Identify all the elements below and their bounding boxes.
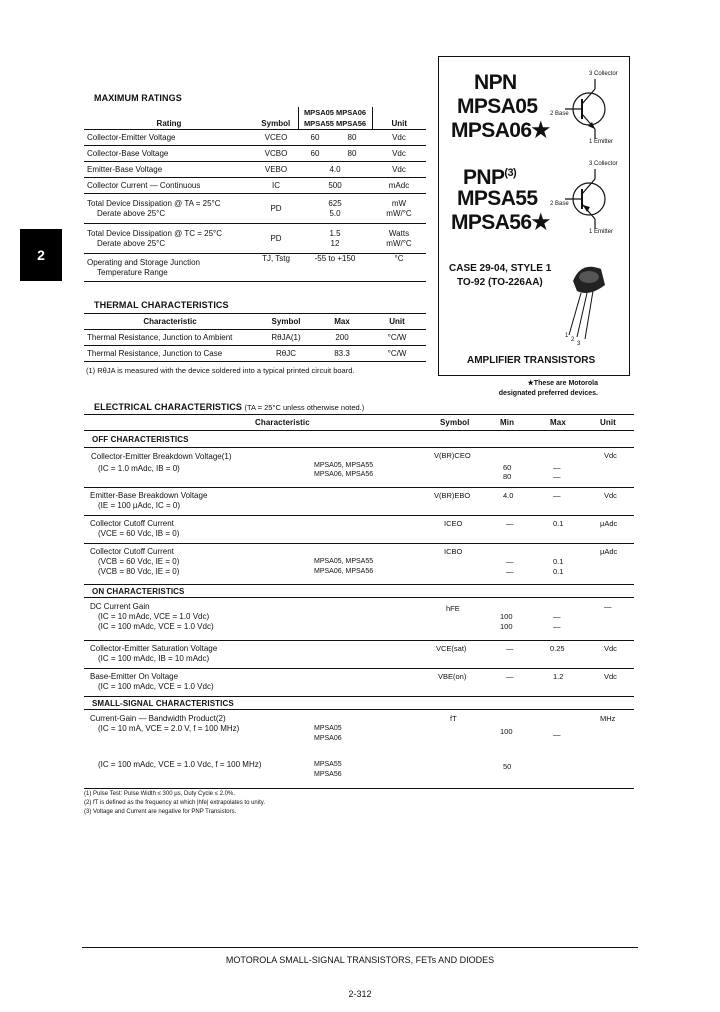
elec-condition: (IC = 100 mAdc, VCE = 1.0 Vdc) xyxy=(98,622,214,631)
elec-device: MPSA05, MPSA55 xyxy=(314,558,374,565)
rating-unit: °C xyxy=(394,254,404,263)
rating-unit: Vdc xyxy=(392,132,406,142)
footnote-1: (1) Pulse Test: Pulse Width ≤ 300 μs, Duty Cycle ≤ 2.0%. xyxy=(84,791,235,797)
elec-unit: Vdc xyxy=(604,672,617,681)
elec-title: ELECTRICAL CHARACTERISTICS xyxy=(94,402,242,412)
rating-label: Emitter-Base Voltage xyxy=(87,164,163,174)
elec-max: 0.1 xyxy=(553,567,564,576)
footnote-3: (3) Voltage and Current are negative for PNP Transistors. xyxy=(84,809,237,815)
pnp-collector-pin: 3 Collector xyxy=(589,161,618,167)
case-package: TO-92 (TO-226AA) xyxy=(457,277,543,288)
col-unit: Unit xyxy=(391,119,408,128)
rating-label: Total Device Dissipation @ TA = 25°C xyxy=(87,198,221,208)
rating-value: 5.0 xyxy=(329,208,341,218)
elec-condition: (IC = 10 mA, VCE = 2.0 V, f = 100 MHz) xyxy=(98,724,240,733)
elec-condition: (IC = 10 mAdc, VCE = 1.0 Vdc) xyxy=(98,612,210,621)
page-footer: MOTOROLA SMALL-SIGNAL TRANSISTORS, FETs AND DIODES xyxy=(225,955,495,965)
elec-label: Collector-Emitter Breakdown Voltage(1) xyxy=(91,452,232,461)
elec-max: 0.1 xyxy=(553,557,564,566)
part-mpsa55: MPSA55 xyxy=(457,187,538,210)
section-tab: 2 xyxy=(20,229,62,281)
rating-label: Collector Current — Continuous xyxy=(87,180,201,190)
part-number-box xyxy=(438,56,630,376)
elec-device: MPSA05, MPSA55 xyxy=(314,462,374,469)
rating-value: 625 xyxy=(328,198,342,208)
rating-symbol: PD xyxy=(270,233,282,243)
rating-value: 4.0 xyxy=(329,164,341,174)
thermal-unit: °C/W xyxy=(387,348,407,358)
elec-min: 60 xyxy=(503,463,512,472)
rating-unit: mW/°C xyxy=(386,208,412,218)
elec-unit: MHz xyxy=(600,714,616,723)
rating-value: 12 xyxy=(330,238,340,248)
elec-condition: (VCB = 80 Vdc, IE = 0) xyxy=(98,567,180,576)
elec-device: MPSA06, MPSA56 xyxy=(314,568,374,575)
col-symbol: Symbol xyxy=(261,119,291,128)
col-devices-pnp: MPSA55 MPSA56 xyxy=(303,119,367,128)
rating-value: 80 xyxy=(347,132,357,142)
rating-value: 60 xyxy=(310,132,320,142)
elec-max: — xyxy=(553,472,561,481)
to92-package-icon xyxy=(559,255,619,355)
rating-symbol: VEBO xyxy=(264,164,288,174)
rating-symbol: IC xyxy=(272,180,280,190)
elec-max: — xyxy=(553,622,561,631)
elec-condition: (IE = 100 μAdc, IC = 0) xyxy=(98,501,180,510)
elec-label: Emitter-Base Breakdown Voltage xyxy=(90,491,208,500)
elec-condition: (IC = 1.0 mAdc, IB = 0) xyxy=(98,464,180,473)
elec-min: — xyxy=(506,557,514,566)
elec-unit: — xyxy=(604,602,612,611)
elec-condition: (IC = 100 mAdc, VCE = 1.0 Vdc, f = 100 MHz) xyxy=(98,760,262,769)
elec-symbol: VBE(on) xyxy=(438,672,467,681)
thermal-max: 200 xyxy=(335,332,349,342)
rating-label-sub: Derate above 25°C xyxy=(97,208,166,218)
elec-max: — xyxy=(553,491,561,500)
rating-unit: mAdc xyxy=(388,180,410,190)
elec-max: — xyxy=(553,730,561,739)
col-unit: Unit xyxy=(389,316,405,326)
elec-max: — xyxy=(553,612,561,621)
elec-label: Collector Cutoff Current xyxy=(90,519,174,528)
elec-min: 80 xyxy=(503,472,512,481)
npn-label: NPN xyxy=(474,71,517,94)
max-ratings-title: MAXIMUM RATINGS xyxy=(94,93,182,103)
elec-max: 1.2 xyxy=(553,672,564,681)
rating-value: -55 to +150 xyxy=(314,254,356,263)
preferred-line-2: designated preferred devices. xyxy=(498,390,598,397)
elec-min: 50 xyxy=(503,762,512,771)
elec-condition: (IC = 100 mAdc, IB = 10 mAdc) xyxy=(98,654,210,663)
col-characteristic: Characteristic xyxy=(143,316,197,326)
elec-symbol: V(BR)EBO xyxy=(434,491,471,500)
elec-col-max: Max xyxy=(550,418,566,427)
lead-label-1: 1 xyxy=(565,333,569,339)
pnp-note: (3) xyxy=(504,167,517,179)
elec-min: 100 xyxy=(500,622,513,631)
col-devices-npn: MPSA05 MPSA06 xyxy=(303,108,367,117)
off-characteristics: OFF CHARACTERISTICS xyxy=(92,435,189,444)
rating-value: 80 xyxy=(347,148,357,158)
elec-min: 4.0 xyxy=(503,491,514,500)
rating-label: Collector-Emitter Voltage xyxy=(87,132,176,142)
col-symbol: Symbol xyxy=(271,316,301,326)
elec-label: Collector Cutoff Current xyxy=(90,547,174,556)
elec-condition: (VCE = 60 Vdc, IB = 0) xyxy=(98,529,180,538)
col-max: Max xyxy=(334,316,350,326)
elec-col-characteristic: Characteristic xyxy=(255,418,310,427)
thermal-max: 83.3 xyxy=(334,348,350,358)
elec-label: Collector-Emitter Saturation Voltage xyxy=(90,644,218,653)
amplifier-title: AMPLIFIER TRANSISTORS xyxy=(467,355,596,366)
elec-condition: (VCB = 60 Vdc, IE = 0) xyxy=(98,557,180,566)
elec-symbol: ICEO xyxy=(444,519,463,528)
thermal-table xyxy=(84,313,426,362)
npn-base-pin: 2 Base xyxy=(550,111,569,117)
part-mpsa06: MPSA06★ xyxy=(451,119,550,142)
elec-symbol: VCE(sat) xyxy=(436,644,467,653)
rating-unit: mW/°C xyxy=(386,238,412,248)
rating-label: Collector-Base Voltage xyxy=(87,148,169,158)
rating-symbol: PD xyxy=(270,203,282,213)
elec-min: — xyxy=(506,567,514,576)
rating-symbol: TJ, Tstg xyxy=(262,254,290,263)
elec-min: 100 xyxy=(500,727,513,736)
rating-label: Operating and Storage Junction xyxy=(87,257,200,267)
rating-symbol: VCBO xyxy=(264,148,288,158)
footnote-2: (2) fT is defined as the frequency at which |hfe| extrapolates to unity. xyxy=(84,800,265,806)
elec-symbol: V(BR)CEO xyxy=(434,451,471,460)
case-style: CASE 29-04, STYLE 1 xyxy=(449,263,552,274)
rating-label-sub: Temperature Range xyxy=(97,267,168,277)
elec-symbol: hFE xyxy=(446,604,460,613)
elec-symbol: ICBO xyxy=(444,547,463,556)
part-mpsa05: MPSA05 xyxy=(457,95,538,118)
elec-label: Current-Gain — Bandwidth Product(2) xyxy=(90,714,226,723)
thermal-label: Thermal Resistance, Junction to Case xyxy=(87,348,223,358)
rating-label-sub: Derate above 25°C xyxy=(97,238,166,248)
elec-device: MPSA06 xyxy=(314,735,342,742)
thermal-unit: °C/W xyxy=(387,332,407,342)
elec-unit: Vdc xyxy=(604,644,617,653)
lead-label-2: 2 xyxy=(571,337,575,343)
rating-unit: Vdc xyxy=(392,164,406,174)
elec-min: 100 xyxy=(500,612,513,621)
elec-device: MPSA56 xyxy=(314,771,342,778)
elec-device: MPSA55 xyxy=(314,761,342,768)
rating-symbol: VCEO xyxy=(264,132,288,142)
elec-min: — xyxy=(506,672,514,681)
preferred-note xyxy=(478,379,598,399)
rating-unit: mW xyxy=(391,198,407,208)
elec-symbol: fT xyxy=(450,714,457,723)
col-rating: Rating xyxy=(156,119,182,128)
thermal-footnote: (1) RθJA is measured with the device soldered into a typical printed circuit board. xyxy=(86,366,355,375)
rating-value: 60 xyxy=(310,148,320,158)
rating-label: Total Device Dissipation @ TC = 25°C xyxy=(87,228,223,238)
elec-label: DC Current Gain xyxy=(90,602,150,611)
pnp-label: PNP xyxy=(463,166,505,189)
pnp-emitter-pin: 1 Emitter xyxy=(589,229,614,235)
npn-collector-pin: 3 Collector xyxy=(589,71,618,77)
elec-condition: (IC = 100 mAdc, VCE = 1.0 Vdc) xyxy=(98,682,214,691)
rating-unit: Vdc xyxy=(392,148,406,158)
elec-col-symbol: Symbol xyxy=(440,418,470,427)
elec-col-min: Min xyxy=(500,418,515,427)
elec-unit: Vdc xyxy=(604,451,617,460)
pnp-base-pin: 2 Base xyxy=(550,201,569,207)
page-number: 2-312 xyxy=(348,989,372,999)
elec-unit: Vdc xyxy=(604,491,617,500)
elec-min: — xyxy=(506,519,514,528)
elec-max: — xyxy=(553,463,561,472)
small-signal-characteristics: SMALL-SIGNAL CHARACTERISTICS xyxy=(92,699,234,708)
thermal-symbol: RθJC xyxy=(275,348,296,358)
npn-emitter-pin: 1 Emitter xyxy=(589,139,614,145)
elec-max: 0.1 xyxy=(553,519,564,528)
thermal-label: Thermal Resistance, Junction to Ambient xyxy=(87,332,233,342)
part-mpsa56: MPSA56★ xyxy=(451,211,550,234)
rating-value: 1.5 xyxy=(329,228,341,238)
rating-value: 500 xyxy=(328,180,342,190)
on-characteristics: ON CHARACTERISTICS xyxy=(92,587,185,596)
preferred-line-1: ★These are Motorola xyxy=(527,380,598,387)
elec-unit: μAdc xyxy=(600,547,618,556)
thermal-symbol: RθJA(1) xyxy=(271,332,301,342)
elec-max: 0.25 xyxy=(550,644,565,653)
elec-label: Base-Emitter On Voltage xyxy=(90,672,179,681)
elec-min: — xyxy=(506,644,514,653)
elec-col-unit: Unit xyxy=(600,418,616,427)
elec-unit: μAdc xyxy=(600,519,618,528)
max-ratings-table xyxy=(84,107,426,282)
lead-label-3: 3 xyxy=(577,341,581,347)
elec-device: MPSA05 xyxy=(314,725,342,732)
elec-condition: (TA = 25°C unless otherwise noted.) xyxy=(244,403,365,412)
rating-unit: Watts xyxy=(388,228,410,238)
elec-device: MPSA06, MPSA56 xyxy=(314,471,374,478)
thermal-title: THERMAL CHARACTERISTICS xyxy=(94,300,229,310)
